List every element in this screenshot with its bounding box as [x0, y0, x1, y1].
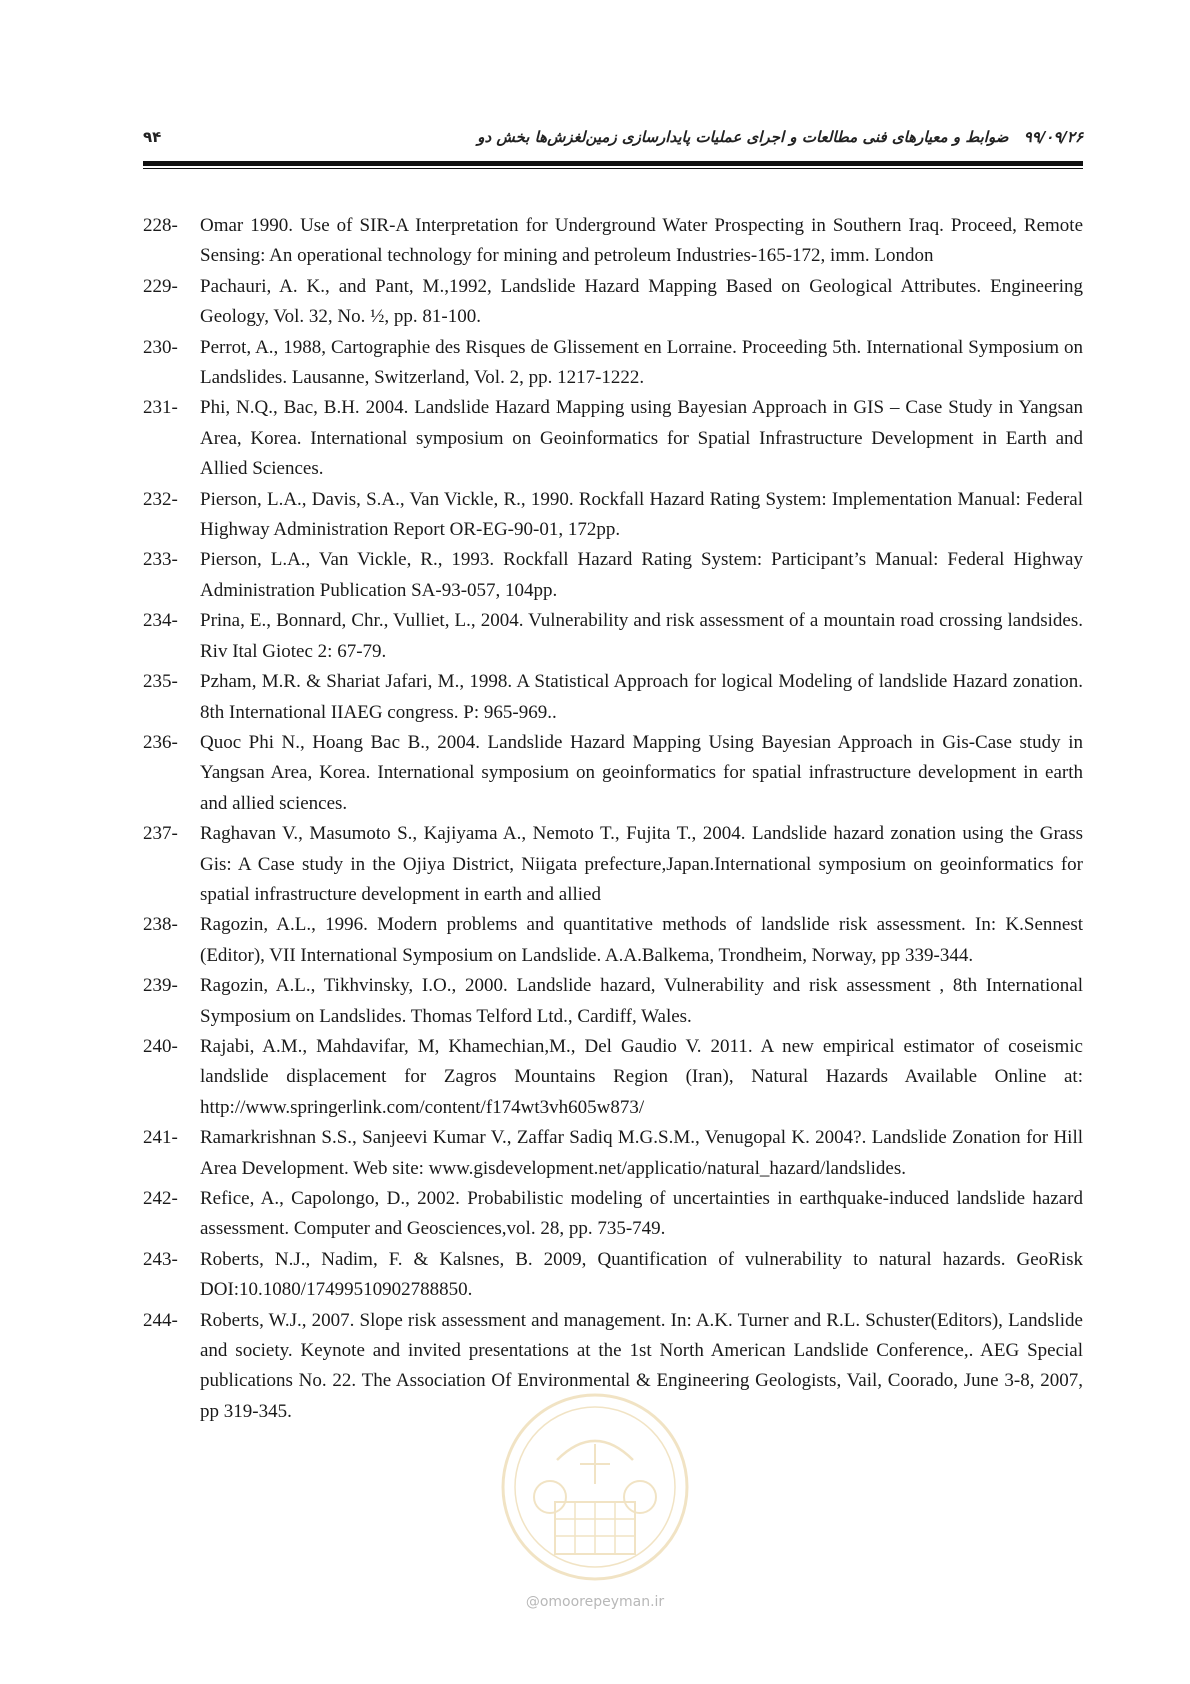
reference-text: Pachauri, A. K., and Pant, M.,1992, Landslide Hazard Mapping Based on Geological Attributes. Engineering Geology, Vol. 32, No. ½, pp. 81-100. [200, 275, 1083, 328]
reference-item [143, 393, 1083, 484]
reference-item [143, 545, 1083, 606]
reference-number: 242- [143, 1188, 178, 1209]
reference-item [143, 667, 1083, 728]
reference-item [143, 1245, 1083, 1306]
reference-text: Pierson, L.A., Van Vickle, R., 1993. Rockfall Hazard Rating System: Participant’s Manual: Federal Highway Administration Publication SA-93-057, 104pp. [200, 549, 1083, 601]
reference-text: Perrot, A., 1988, Cartographie des Risques de Glissement en Lorraine. Proceeding 5th. International Symposium on Landslides. Lausanne, Switzerland, Vol. 2, pp. 1217-1222. [200, 336, 1083, 389]
reference-item [143, 971, 1083, 1032]
reference-item [143, 606, 1083, 667]
reference-text: Refice, A., Capolongo, D., 2002. Probabilistic modeling of uncertainties in earthquake-induced landslide hazard assessment. Computer and Geosciences,vol. 28, pp. 735-749. [200, 1188, 1083, 1240]
reference-item [143, 728, 1083, 819]
watermark-seal-icon [495, 1382, 695, 1592]
header-title: ضوابط و معیارهای فنی مطالعات و اجرای عملیات پایدارسازی زمین‌لغزش‌ها بخش دو [477, 128, 1009, 146]
header-title-block [477, 128, 1083, 146]
reference-text: Pzham, M.R. & Shariat Jafari, M., 1998. A Statistical Approach for logical Modeling of landslide Hazard zonation. 8th International IIAEG congress. P: 965-969.. [200, 671, 1083, 723]
page-header [143, 128, 1083, 158]
reference-item [143, 1032, 1083, 1123]
reference-item [143, 272, 1083, 333]
reference-text: Ragozin, A.L., 1996. Modern problems and quantitative methods of landslide risk assessment. In: K.Sennest (Editor), VII International Symposium on Landslide. A.A.Balkema, Trondheim, Norway, pp 339-344. [200, 914, 1083, 966]
reference-item [143, 819, 1083, 910]
watermark-caption [500, 1594, 690, 1610]
reference-number: 235- [143, 671, 178, 693]
reference-number: 234- [143, 610, 178, 632]
reference-text: Ragozin, A.L., Tikhvinsky, I.O., 2000. Landslide hazard, Vulnerability and risk assessment , 8th International Symposium on Landslides. Thomas Telford Ltd., Cardiff, Wales. [200, 975, 1083, 1027]
reference-number: 232- [143, 488, 178, 510]
watermark-caption-text: omoorepeyman.ir [539, 1594, 665, 1610]
page-number: ۹۴ [143, 128, 162, 146]
reference-item [143, 1184, 1083, 1245]
reference-text: Omar 1990. Use of SIR-A Interpretation for Underground Water Prospecting in Southern Iraq. Proceed, Remote Sensing: An operational technology for mining and petroleum Industries-165-172, imm. London [200, 215, 1083, 267]
reference-text: Phi, N.Q., Bac, B.H. 2004. Landslide Hazard Mapping using Bayesian Approach in GIS – Case Study in Yangsan Area, Korea. International symposium on Geoinformatics for Spatial Infrastructure Development in Earth and Allied Sciences. [200, 397, 1083, 480]
reference-number: 228- [143, 215, 178, 236]
reference-text: Pierson, L.A., Davis, S.A., Van Vickle, R., 1990. Rockfall Hazard Rating System: Implementation Manual: Federal Highway Administration Report OR-EG-90-01, 172pp. [200, 488, 1083, 541]
reference-text: Quoc Phi N., Hoang Bac B., 2004. Landslide Hazard Mapping Using Bayesian Approach in Gis-Case study in Yangsan Area, Korea. International symposium on geoinformatics for spatial infrastructure development in earth and allied sciences. [200, 731, 1083, 814]
reference-number: 238- [143, 914, 178, 936]
reference-text: Prina, E., Bonnard, Chr., Vulliet, L., 2004. Vulnerability and risk assessment of a mountain road crossing landsides. Riv Ital Giotec 2: 67-79. [200, 610, 1083, 662]
reference-item [143, 1123, 1083, 1184]
reference-item [143, 211, 1083, 272]
reference-text: Rajabi, A.M., Mahdavifar, M, Khamechian,M., Del Gaudio V. 2011. A new empirical estimator of coseismic landslide displacement for Zagros Mountains Region (Iran), Natural Hazards Available Online at: http://www.springerlink.com/content/f174wt3vh605w873/ [200, 1035, 1083, 1118]
reference-list [143, 211, 1083, 1427]
header-rule-thick [143, 161, 1083, 166]
reference-text: Roberts, W.J., 2007. Slope risk assessment and management. In: A.K. Turner and R.L. Schuster(Editors), Landslide and society. Keynote and invited presentations at the 1st North American Landslide Conference,. AEG Special publications No. 22. The Association Of Environmental & Engineering Geologists, Vail, Coorado, June 3-8, 2007, pp 319-345. [200, 1309, 1083, 1422]
reference-number: 241- [143, 1127, 178, 1149]
header-rule-thin [143, 168, 1083, 169]
reference-number: 237- [143, 823, 178, 845]
reference-number: 239- [143, 975, 178, 997]
at-icon: @ [525, 1594, 540, 1610]
reference-number: 230- [143, 336, 178, 358]
reference-number: 236- [143, 731, 178, 753]
reference-item [143, 910, 1083, 971]
reference-number: 244- [143, 1309, 178, 1331]
reference-number: 243- [143, 1248, 178, 1270]
reference-number: 233- [143, 549, 178, 571]
reference-text: Roberts, N.J., Nadim, F. & Kalsnes, B. 2009, Quantification of vulnerability to natural hazards. GeoRisk DOI:10.1080/17499510902788850. [200, 1248, 1083, 1301]
reference-item [143, 333, 1083, 394]
reference-text: Raghavan V., Masumoto S., Kajiyama A., Nemoto T., Fujita T., 2004. Landslide hazard zonation using the Grass Gis: A Case study in the Ojiya District, Niigata prefecture,Japan.International symposium on geoinformatics for spatial infrastructure development in earth and allied [200, 823, 1083, 905]
reference-number: 229- [143, 275, 178, 297]
reference-item [143, 485, 1083, 546]
reference-text: Ramarkrishnan S.S., Sanjeevi Kumar V., Zaffar Sadiq M.G.S.M., Venugopal K. 2004?. Landslide Zonation for Hill Area Development. Web site: www.gisdevelopment.net/applicatio/natural_hazard/landslides. [200, 1127, 1083, 1179]
reference-number: 240- [143, 1035, 178, 1057]
header-date: ۹۹/۰۹/۲۶ [1023, 128, 1083, 146]
reference-number: 231- [143, 397, 178, 419]
